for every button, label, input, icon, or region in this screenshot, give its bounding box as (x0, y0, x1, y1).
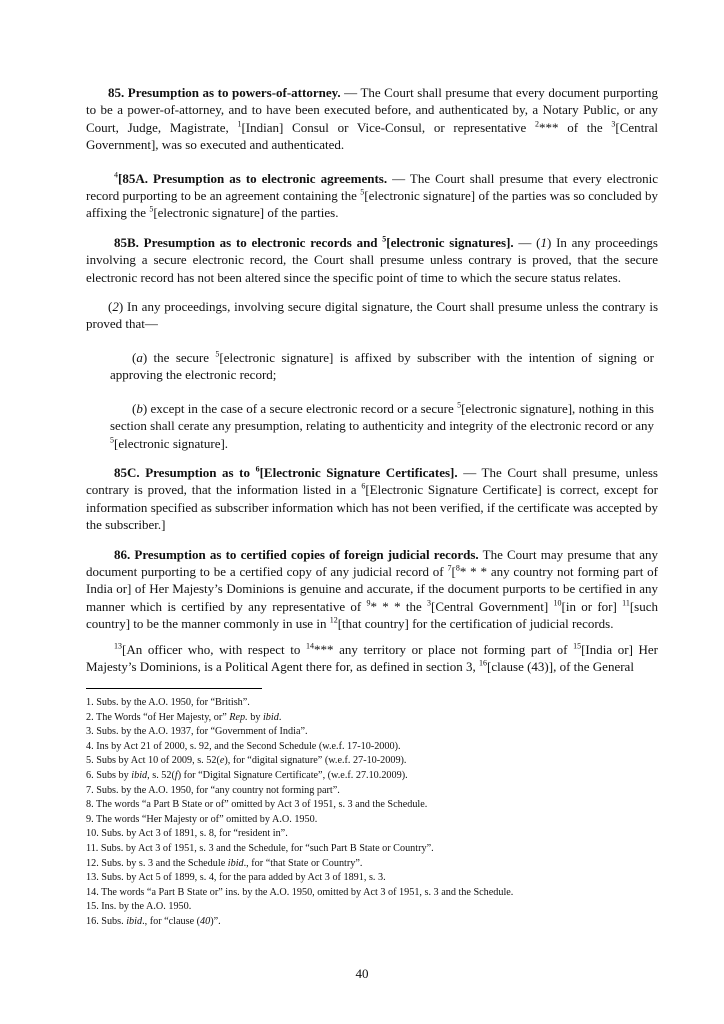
section-heading: 85C. Presumption as to $^6$[Electronic Signature Certificates]. (114, 464, 458, 480)
footnote-item: 4. Ins by Act 21 of 2000, s. 92, and the Second Schedule (w.e.f. 17-10-2000). (86, 740, 401, 752)
footnote-item: 9. The words “Her Majesty or of” omitted by A.O. 1950. (86, 813, 318, 825)
footnote-item: 5. Subs by Act 10 of 2009, s. 52(e), for “digital signature” (w.e.f. 27-10-2009). (86, 755, 407, 767)
footnote-marker: 5 (382, 234, 387, 244)
footnote-item: 1. Subs. by the A.O. 1950, for “British”. (86, 697, 250, 708)
footnote-marker: 16 (479, 658, 488, 668)
footnote-marker: 2 (535, 119, 540, 129)
footnote-marker: 3 (427, 598, 432, 608)
footnote-item: 6. Subs by ibid, s. 52(f) for “Digital Signature Certificate”, (w.e.f. 27.10.2009). (86, 769, 408, 781)
footnote-marker: 5 (457, 400, 462, 410)
footnote-marker: 11 (622, 598, 630, 608)
section-86: 86. Presumption as to certified copies of foreign judicial records. The Court may presume that any document purporting to be a certified copy of any judicial record of $^7$[$^8$* * * any country not forming part of India or] of Her Majesty’s Dominions is genuine and accurate, if the document purports to be certified in any manner which is certified by any representative of $^9$* * * the $^3$[Central Government] $^{10}$[in or for] $^{11}$[such country] to be the manner commonly in use in $^{12}$[that country] for the certification of judicial records. (86, 546, 659, 632)
footnote-marker: 6 (361, 481, 366, 491)
footnotes (86, 696, 666, 930)
footnote-marker: 5 (215, 349, 220, 359)
footnote-divider (86, 688, 262, 689)
footnote-item: 14. The words “a Part B State or” ins. by the A.O. 1950, omitted by Act 3 of 1951, s. 3 and the Schedule. (86, 886, 514, 898)
footnote-marker: 5 (360, 187, 365, 197)
footnote-marker: 8 (455, 563, 460, 573)
footnote-item: 2. The Words “of Her Majesty, or” Rep. by ibid. (86, 711, 282, 723)
footnote-marker: 13 (114, 641, 122, 651)
footnote-marker: 14 (305, 641, 314, 651)
clause-a: (a) the secure $^5$[electronic signature] is affixed by subscriber with the intention of signing or approving the electronic record; (110, 349, 654, 383)
section-85b-subsection-2: (2) In any proceedings, involving secure digital signature, the Court shall presume unless the contrary is proved that— (86, 299, 658, 332)
footnote-item: 8. The words “a Part B State or of” omitted by Act 3 of 1951, s. 3 and the Schedule. (86, 799, 428, 811)
footnote-marker: 10 (553, 598, 562, 608)
footnote-marker: 6 (255, 464, 260, 474)
footnote-marker: 5 (149, 205, 154, 215)
footnote-item: 7. Subs. by the A.O. 1950, for “any country not forming part”. (86, 784, 340, 796)
footnote-marker: 4 (114, 170, 118, 180)
section-heading: [85A. Presumption as to electronic agreements. (118, 170, 388, 186)
page-number: 40 (355, 966, 369, 981)
footnote-item: 15. Ins. by the A.O. 1950. (86, 901, 192, 913)
footnote-marker: 7 (447, 563, 452, 573)
section-heading: 86. Presumption as to certified copies of foreign judicial records. (114, 546, 479, 562)
footnote-marker: 1 (237, 119, 242, 129)
section-85: 85. Presumption as to powers-of-attorney. — The Court shall presume that every document purporting to be a power-of-attorney, and to have been executed before, and authenticated by, a Notary Public, or any Court, Judge, Magistrate, $^1$[Indian] Consul or Vice-Consul, or representative $^2$*** of the $^3$[Central Government], was so executed and authenticated. (86, 85, 658, 153)
footnote-marker: 15 (573, 641, 582, 651)
document-body (86, 84, 658, 675)
footnote-marker: 3 (611, 119, 616, 129)
footnote-item: 11. Subs. by Act 3 of 1951, s. 3 and the Schedule, for “such Part B State or Country”. (86, 842, 434, 854)
footnote-item: 10. Subs. by Act 3 of 1891, s. 8, for “resident in”. (86, 828, 288, 840)
footnote-item: 12. Subs. by s. 3 and the Schedule ibid., for “that State or Country”. (86, 857, 363, 869)
section-86-proviso: $^{13}$[An officer who, with respect to $^{14}$*** any territory or place not forming part of $^{15}$[India or] Her Majesty’s Dominions, is a Political Agent there for, as defined in section 3, $^{16}$[clause (43)], of the General (86, 641, 658, 674)
section-heading: 85B. Presumption as to electronic records and $^5$[electronic signatures]. (114, 234, 514, 250)
footnote-item: 13. Subs. by Act 5 of 1899, s. 4, for the para added by Act 3 of 1891, s. 3. (86, 872, 386, 884)
footnote-item: 3. Subs. by the A.O. 1937, for “Government of India”. (86, 726, 308, 738)
footnote-marker: 5 (110, 435, 114, 445)
section-heading: 85. Presumption as to powers-of-attorney. (108, 85, 341, 100)
section-85a: $^4$[85A. Presumption as to electronic agreements. — The Court shall presume that every electronic record purporting to be an agreement containing the $^5$[electronic signature] of the parties was so concluded by affixing the $^5$[electronic signature] of the parties. (86, 170, 658, 221)
section-85b: 85B. Presumption as to electronic records and $^5$[electronic signatures]. — (1) In any proceedings involving a secure electronic record, the Court shall presume unless contrary is proved, that the secure electronic record has not been altered since the specific point of time to which the secure status relates. (86, 234, 658, 285)
footnote-item: 16. Subs. ibid., for “clause (40)”. (86, 915, 221, 927)
clause-b: (b) except in the case of a secure electronic record or a secure $^5$[electronic signature], nothing in this section shall cerate any presumption, relating to authenticity and integrity of the electronic record or any $^5$[electronic signature]. (110, 400, 654, 451)
footnote-marker: 9 (366, 598, 371, 608)
section-85c: 85C. Presumption as to $^6$[Electronic Signature Certificates]. — The Court shall presume, unless contrary is proved, that the information listed in a $^6$[Electronic Signature Certificate] is correct, except for information specified as subscriber information which has not been verified, if the certificate was accepted by the subscriber.] (86, 464, 658, 533)
footnote-marker: 12 (329, 615, 338, 625)
